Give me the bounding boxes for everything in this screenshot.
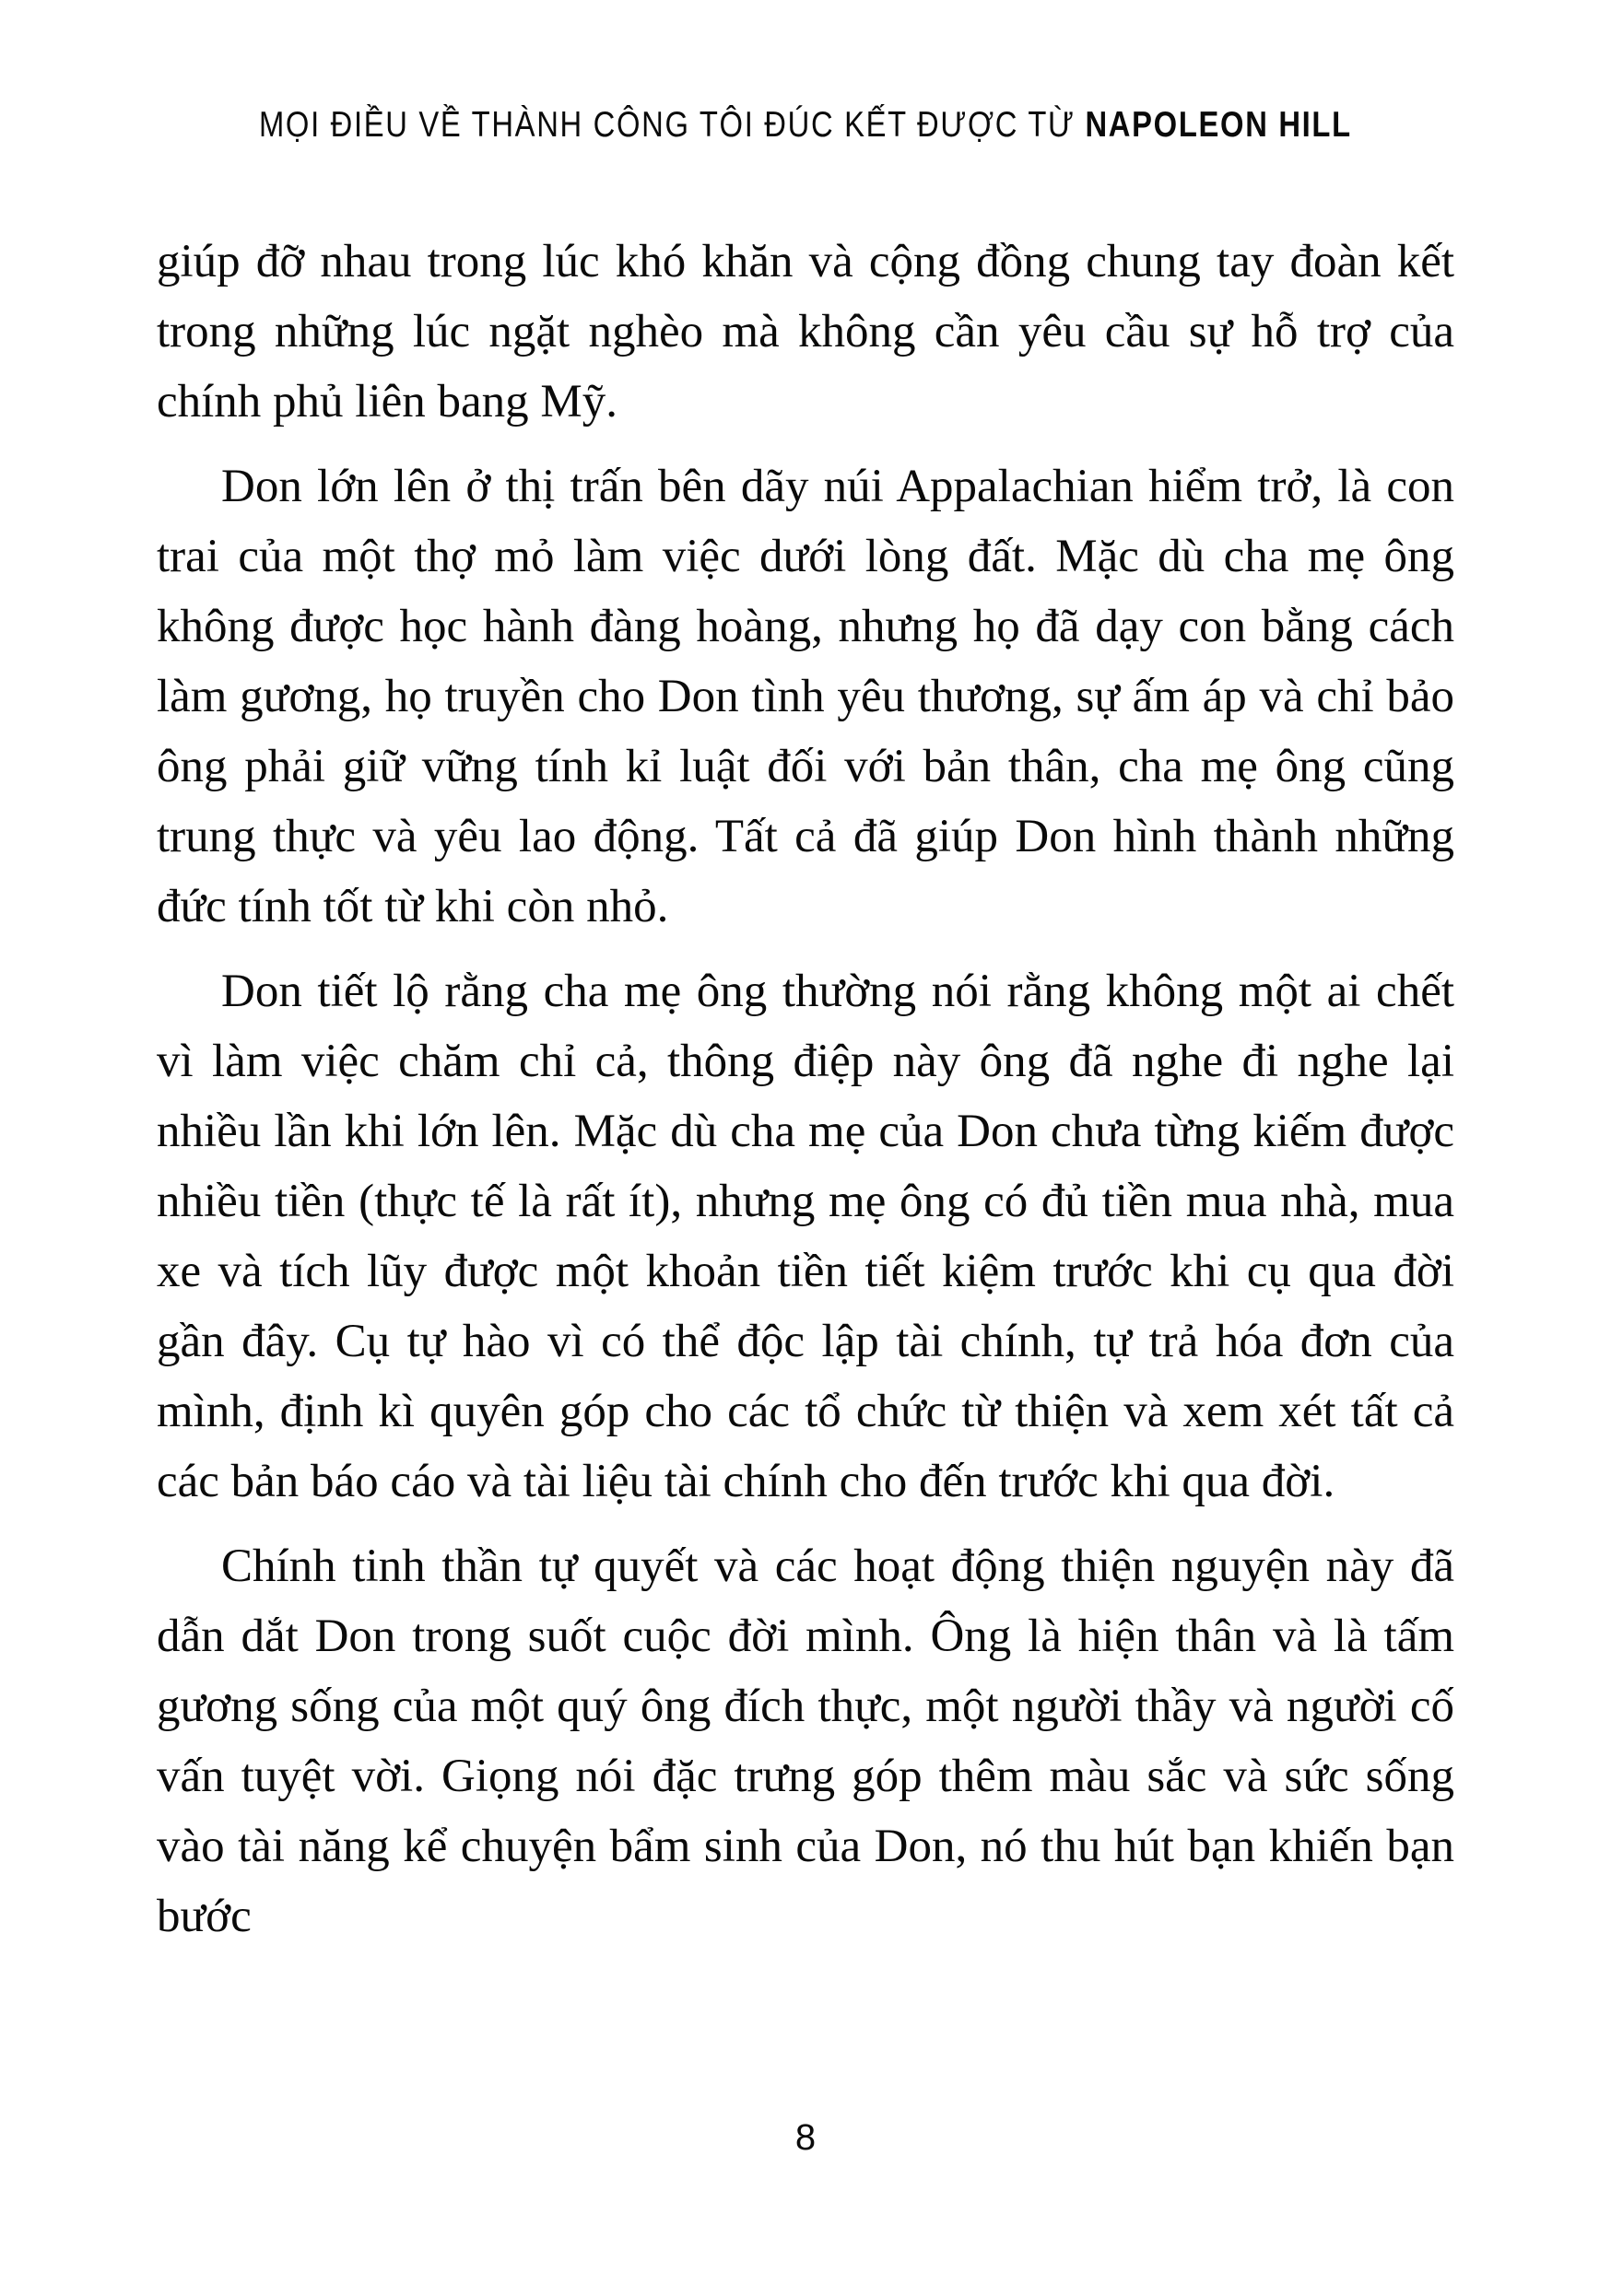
paragraph: giúp đỡ nhau trong lúc khó khăn và cộng đồng chung tay đoàn kết trong những lúc ngặt nghèo mà không cần yêu cầu sự hỗ trợ của chính phủ liên bang Mỹ. [157,236,1454,428]
running-header-title: MỌI ĐIỀU VỀ THÀNH CÔNG TÔI ĐÚC KẾT ĐƯỢC TỪ [259,105,1086,145]
running-header [0,105,1611,146]
paragraph: Chính tinh thần tự quyết và các hoạt động thiện nguyện này đã dẫn dắt Don trong suốt cuộc đời mình. Ông là hiện thân và là tấm gương sống của một quý ông đích thực, một người thầy và người cố vấn tuyệt vời. Giọng nói đặc trưng góp thêm màu sắc và sức sống vào tài năng kể chuyện bẩm sinh của Don, nó thu hút bạn khiến bạn bước [157,1540,1454,1942]
body-text [157,227,1454,1966]
running-header-author: NAPOLEON HILL [1085,105,1352,145]
page-number: 8 [794,2117,817,2158]
paragraph: Don lớn lên ở thị trấn bên dãy núi Appalachian hiểm trở, là con trai của một thợ mỏ làm việc dưới lòng đất. Mặc dù cha mẹ ông không được học hành đàng hoàng, nhưng họ đã dạy con bằng cách làm gương, họ truyền cho Don tình yêu thương, sự ấm áp và chỉ bảo ông phải giữ vững tính kỉ luật đối với bản thân, cha mẹ ông cũng trung thực và yêu lao động. Tất cả đã giúp Don hình thành những đức tính tốt từ khi còn nhỏ. [157,461,1454,932]
running-header-text [259,105,1352,146]
paragraph: Don tiết lộ rằng cha mẹ ông thường nói rằng không một ai chết vì làm việc chăm chỉ cả, thông điệp này ông đã nghe đi nghe lại nhiều lần khi lớn lên. Mặc dù cha mẹ của Don chưa từng kiếm được nhiều tiền (thực tế là rất ít), nhưng mẹ ông có đủ tiền mua nhà, mua xe và tích lũy được một khoản tiền tiết kiệm trước khi cụ qua đời gần đây. Cụ tự hào vì có thể độc lập tài chính, tự trả hóa đơn của mình, định kì quyên góp cho các tổ chức từ thiện và xem xét tất cả các bản báo cáo và tài liệu tài chính cho đến trước khi qua đời. [157,966,1454,1507]
